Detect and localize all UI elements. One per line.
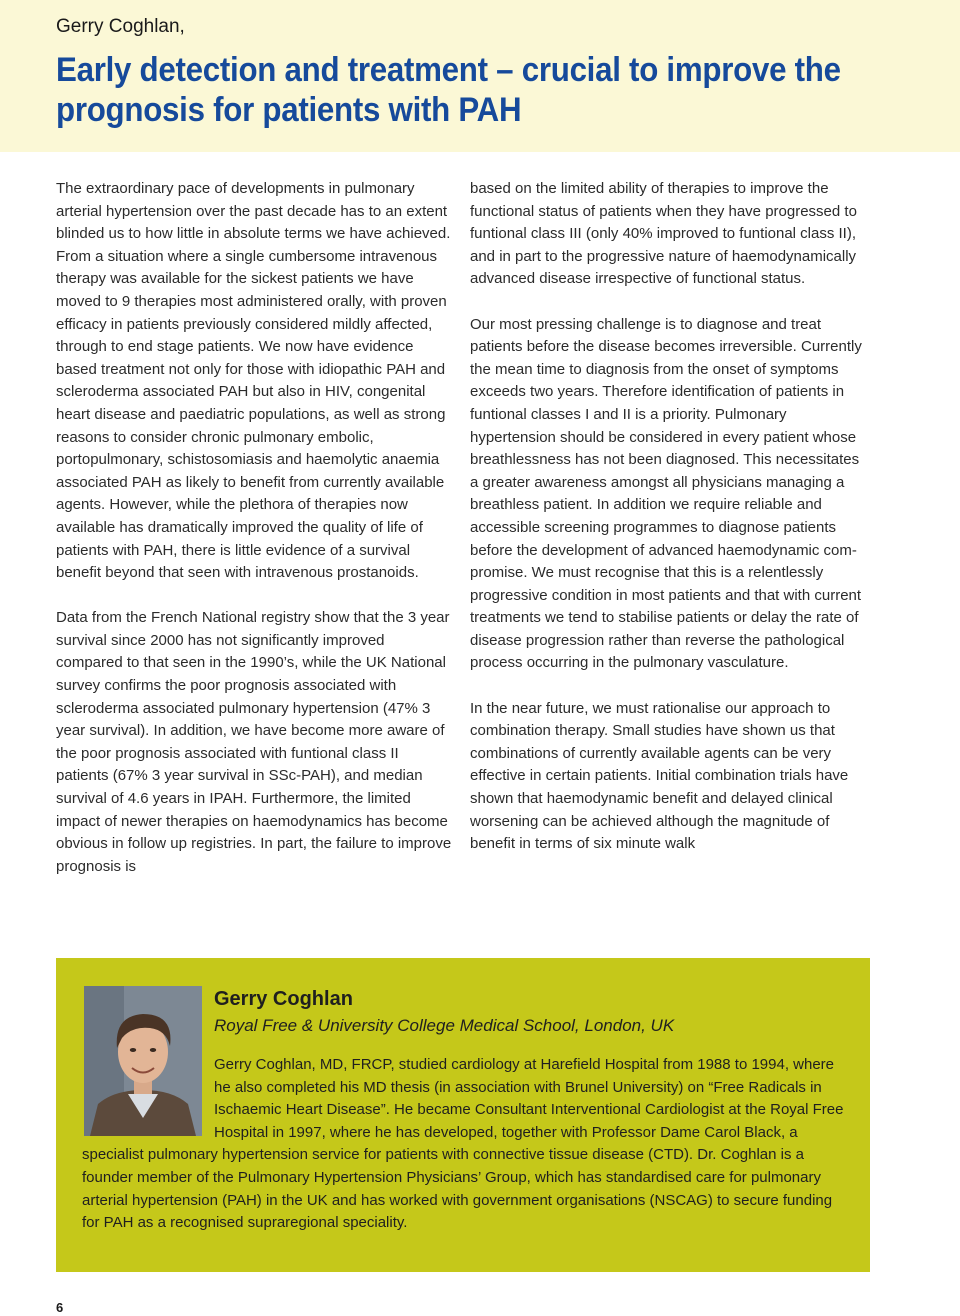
bio-text [82,1054,852,1235]
bio-name: Gerry Coghlan [214,988,353,1010]
photo-spacer [82,1054,214,1144]
bio-paragraph: Gerry Coghlan, MD, FRCP, studied cardiology at Harefield Hospital from 1988 to 1994, where he also completed his MD thesis (in association with Brunel University) on “Free Radicals in Ischaemic Heart Disease”. He became Consultant Interventional Cardiologist at the Royal Free Hospital in 1997, where he has developed, together with Professor Dame Carol Black, a specialist pulmonary hypertension service for patients with connective tissue disease (CTD). Dr. Coghlan is a founder member of the Pulmonary Hypertension Physicians’ Group, which has standardised care for pulmonary arterial hypertension (PAH) in the UK and has worked with government organisations (NSCAG) to secure funding for PAH as a recognised supraregional speciality. [82,1056,844,1232]
header-band [0,0,960,152]
right-column [470,178,870,856]
paragraph: Data from the French National registry show that the 3 year survival since 2000 has not significantly improved compared to that seen in the 1990’s, while the UK National survey confirms the poor prognosis associated with scleroderma associated pulmonary hypertension (47% 3 year survival). In addition, we have become more aware of the poor prognosis associated with funtional class II patients (67% 3 year survival in SSc-PAH), and median survival of 4.6 years in IPAH. Furthermore, the limited impact of newer therapies on haemodynamics has become obvious in follow up registries. In part, the failure to improve prognosis is [56,609,452,875]
author-bio-box [56,958,870,1272]
paragraph: Our most pressing challenge is to diagnose and treat patients before the disease becomes irreversible. Currently the mean time to diagnosis from the onset of symptoms exceeds two years. Therefore identification of patients in funtional classes I and II is a priority. Pulmonary hypertension should be considered in every patient whose breathlessness has not been diagnosed. This necessitates a greater awareness amongst all physicians managing a breathless patient. In addition we require reliable and accessible screening programmes to diagnose patients before the development of advanced haemodynamic compromise. We must recognise that this is a relentlessly progressive condition in most patients and that with current treatments we tend to stabilise patients or delay the rate of disease progression rather than reverse the pathological process occurring in the pulmonary vasculature. [470,315,862,672]
author-line: Gerry Coghlan, [56,16,185,37]
paragraph: In the near future, we must rationalise our approach to combination therapy. Small studies have shown us that combinations of currently available agents can be very effective in certain patients. Initial combination trials have shown that haemodynamic benefit and delayed clinical worsening can be achieved although the magnitude of benefit in terms of six minute walk [470,699,849,853]
paragraph: based on the limited ability of therapies to improve the functional status of patients when they have progressed to funtional class III (only 40% improved to funtional class II), and in part to the progressive nature of haemodynamically advanced disease irrespective of functional status. [470,180,857,288]
page-number: 6 [56,1300,64,1315]
left-column [56,178,454,878]
paragraph: The extraordinary pace of developments in pulmonary arterial hypertension over the past decade has to an extent blinded us to how little in absolute terms we have achieved. From a situation where a single cumbersome intravenous therapy was available for the sickest patients we have moved to 9 therapies most administered orally, with proven efficacy in patients previously considered mildly affected, through to end stage patients. We now have evidence based treatment not only for those with idiopathic PAH and scleroderma associated PAH but also in HIV, congenital heart disease and paediatric populations, as well as strong reasons to consider chronic pulmonary embolic, portopulmonary, schistosomiasis and haemolytic anaemia associated PAH as likely to benefit from currently available agents. However, while the plethora of therapies now available has dramatically improved the quality of life of patients with PAH, there is little evidence of a survival benefit beyond that seen with intravenous prostanoids. [56,180,451,582]
article-title: Early detection and treatment – crucial to improve the prognosis for patients with PAH [56,51,841,129]
bio-affiliation: Royal Free & University College Medical School, London, UK [214,1016,675,1035]
